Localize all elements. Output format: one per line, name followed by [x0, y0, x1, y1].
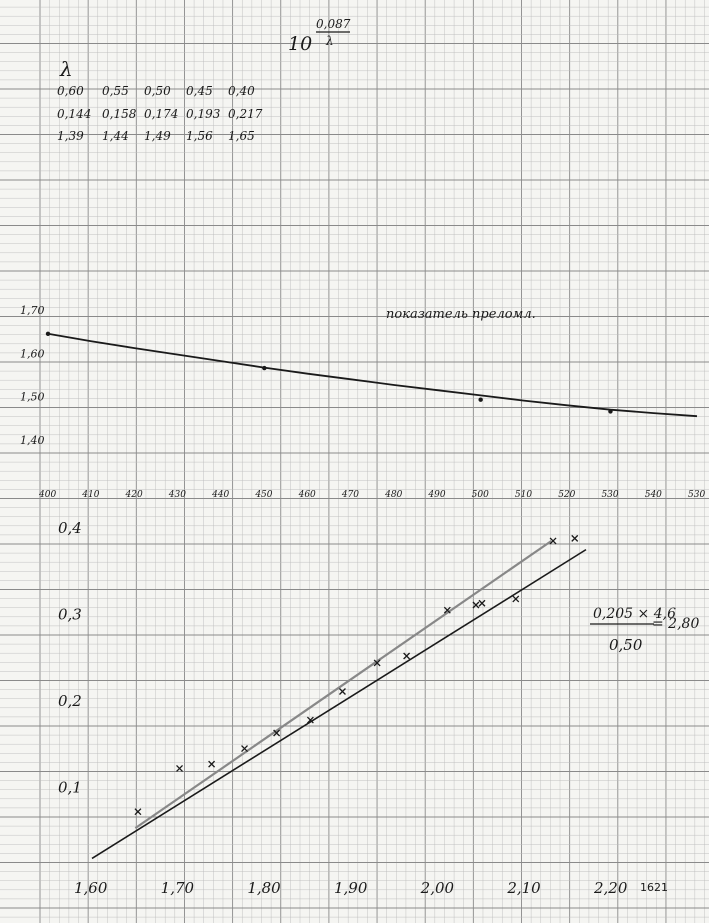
data-point: [46, 332, 50, 336]
table-cell: 1,65: [228, 129, 255, 143]
x-tick-label: 490: [428, 490, 446, 500]
x-tick-label: 1,60: [74, 879, 108, 897]
table-cell: 0,217: [228, 107, 263, 121]
y-tick-label: 0,2: [58, 692, 82, 710]
x-tick-label: 530: [601, 490, 619, 500]
x-tick-label: 480: [385, 490, 403, 500]
table-cell: 0,174: [144, 107, 179, 121]
data-point: [608, 409, 612, 413]
data-point: [177, 765, 183, 771]
y-tick-label: 1,70: [20, 304, 45, 317]
x-tick-label: 1,90: [334, 879, 368, 897]
x-tick-label: 1,80: [247, 879, 281, 897]
table-cell: 0,50: [144, 84, 171, 98]
x-tick-label: 470: [341, 490, 360, 500]
x-tick-label: 500: [471, 490, 489, 500]
y-tick-label: 0,4: [58, 519, 82, 537]
fit-line: [135, 541, 551, 828]
table-cell: 1,44: [102, 129, 129, 143]
x-tick-label: 400: [39, 490, 57, 500]
table-head-lambda: λ: [60, 57, 73, 81]
data-point: [135, 809, 141, 815]
table-cell: 0,60: [57, 84, 84, 98]
calc-numerator: 0,205 × 4,6: [593, 606, 676, 622]
x-tick-label: 510: [514, 490, 533, 500]
data-point: [513, 596, 519, 602]
data-point: [404, 653, 410, 659]
data-point: [473, 602, 479, 608]
formula-base: 10: [288, 33, 313, 55]
x-tick-label: 430: [168, 490, 186, 500]
formula-exponent-denominator: λ: [326, 34, 334, 48]
data-point: [262, 366, 266, 370]
side-calculation: [590, 606, 699, 654]
data-point: [478, 398, 482, 402]
table-cell: 1,56: [186, 129, 213, 143]
table-cell: 0,45: [186, 84, 213, 98]
formula-exponent-numerator: 0,087: [316, 17, 351, 31]
table-cell: 0,55: [102, 84, 129, 98]
x-tick-label: 2,10: [507, 879, 541, 897]
table-cell: 0,158: [102, 107, 137, 121]
y-tick-label: 0,1: [58, 778, 82, 797]
table-cell: 0,144: [57, 107, 92, 121]
upper-chart-annotation: показатель преломл.: [386, 307, 536, 322]
archive-stamp: 1621: [640, 881, 668, 894]
table-cell: 1,39: [57, 129, 84, 143]
x-tick-label: 530: [688, 490, 706, 500]
y-tick-label: 0,3: [58, 605, 82, 624]
y-tick-label: 1,40: [20, 434, 45, 447]
x-tick-label: 420: [125, 490, 143, 500]
y-tick-label: 1,60: [20, 347, 45, 361]
x-tick-label: 450: [255, 490, 273, 500]
data-point: [209, 761, 215, 767]
data-point: [479, 600, 485, 606]
table-cell: 1,49: [144, 129, 171, 143]
dispersion-curve: [48, 334, 697, 416]
x-tick-label: 2,00: [420, 879, 455, 897]
x-tick-label: 540: [644, 490, 662, 500]
table-cell: 0,40: [228, 84, 255, 98]
x-tick-label: 440: [212, 490, 230, 500]
x-tick-label: 2,20: [594, 879, 628, 897]
x-tick-label: 460: [298, 490, 316, 500]
data-point: [572, 535, 578, 541]
x-tick-label: 520: [558, 490, 576, 500]
x-tick-label: 410: [82, 490, 100, 500]
calc-denominator: 0,50: [609, 636, 643, 654]
y-tick-label: 1,50: [20, 390, 45, 404]
upper-chart: [20, 304, 705, 500]
table-cell: 0,193: [186, 107, 221, 121]
x-tick-label: 1,70: [160, 879, 195, 897]
calc-result: = 2,80: [652, 616, 700, 632]
